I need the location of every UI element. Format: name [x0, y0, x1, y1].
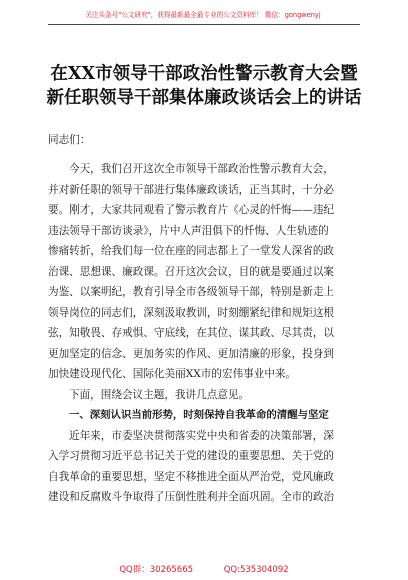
body-line: 建设和反腐败斗争取得了压倒性胜利并全面巩固。全市的政治	[48, 491, 335, 503]
body-line: 自我革命的重要思想，坚定不移推进全面从严治党，党风廉政	[48, 470, 335, 483]
body-line: 治课、思想课、廉政课。召开这次会议，目的就是要通过以案	[48, 265, 335, 278]
body-line: 要。刚才，大家共同观看了警示教育片《心灵的忏悔——违纪	[48, 204, 335, 216]
body-line: 为鉴、以案明纪，教育引导全市各级领导干部，特别是新走上	[48, 286, 335, 298]
body-line: 入学习贯彻习近平总书记关于党的建设的重要思想、关于党的	[48, 450, 335, 462]
body-line: 违法领导干部访谈录》，片中人声泪俱下的忏悔、人生轨迹的	[48, 224, 329, 237]
body-line: 今天，我们召开这次全市领导干部政治性警示教育大会，	[69, 163, 334, 175]
body-line: 弦，知敬畏、存戒惧、守底线，在其位、谋其政、尽其责，以	[48, 327, 335, 339]
footer-qq: QQ:535304092	[223, 565, 289, 575]
header-banner: 关注头条号"公文研究"，获得最新最全最专业的公文资料库！ 微信：gongwenyj	[85, 11, 321, 19]
footer-qq-group: QQ群：30265665	[119, 565, 194, 575]
document-body	[48, 130, 360, 508]
body-line: 惨痛转折，给我们每一位在座的同志都上了一堂发人深省的政	[48, 245, 335, 257]
footer	[0, 563, 408, 575]
body-line: 近年来，市委坚决贯彻落实党中央和省委的决策部署，深	[69, 429, 334, 442]
document-title	[40, 62, 368, 110]
body-line: 领导岗位的同志们，深刻汲取教训，时刻绷紧纪律和规矩这根	[48, 306, 335, 319]
body-line: 更加坚定的信念、更加务实的作风、更加清廉的形象，投身到	[48, 347, 335, 360]
body-line: 加快建设现代化、国际化美丽XX市的宏伟事业中来。	[48, 368, 297, 380]
body-line: 并对新任职的领导干部进行集体廉政谈话，正当其时，十分必	[48, 183, 335, 196]
title-line-2: 新任职领导干部集体廉政谈话会上的讲话	[46, 88, 362, 108]
salutation: 同志们：	[48, 134, 91, 146]
section-heading-1: 一、深刻认识当前形势，时刻保持自我革命的清醒与坚定	[69, 409, 329, 421]
body-line: 下面，围绕会议主题，我讲几点意见。	[69, 388, 250, 401]
title-line-1: 在XX市领导干部政治性警示教育大会暨	[50, 64, 358, 84]
header-divider	[48, 24, 360, 25]
